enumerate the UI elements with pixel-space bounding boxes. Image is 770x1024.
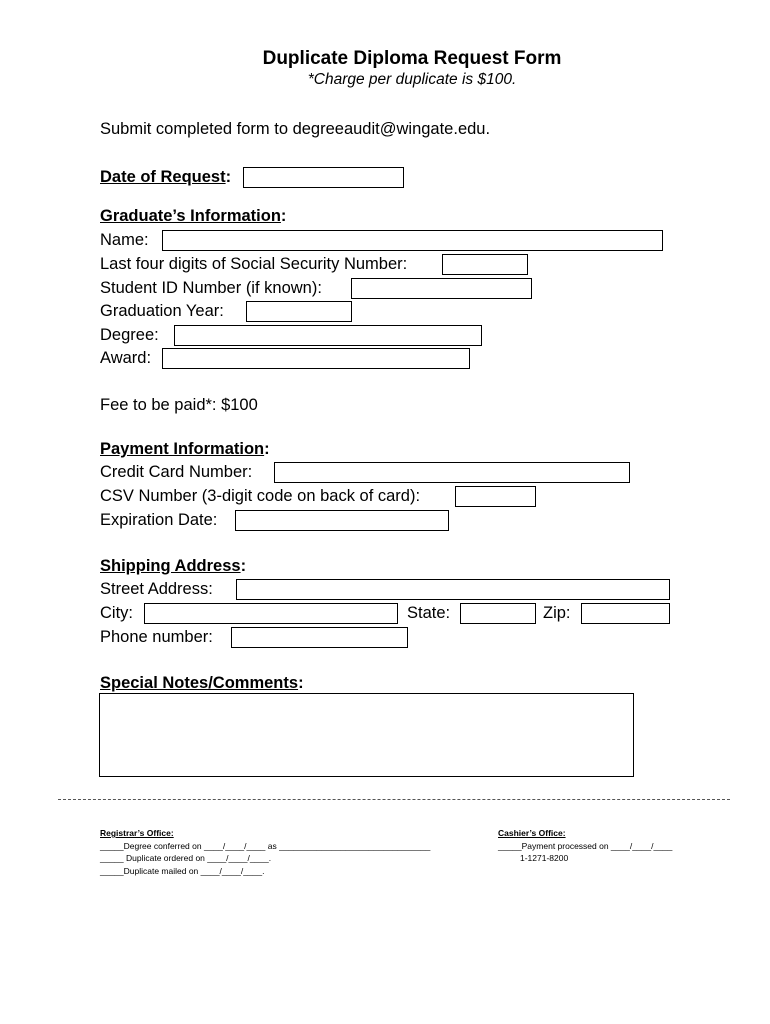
degree-field[interactable] <box>174 325 482 346</box>
form-subtitle: *Charge per duplicate is $100. <box>307 71 517 88</box>
date-of-request-label: Date of Request: <box>100 168 232 186</box>
zip-label: Zip: <box>543 604 571 622</box>
cashier-line-2: 1-1271-8200 <box>520 853 569 863</box>
award-label: Award: <box>100 349 152 367</box>
credit-card-label: Credit Card Number: <box>100 463 253 481</box>
fee-text: Fee to be paid*: $100 <box>100 396 258 414</box>
award-field[interactable] <box>162 348 470 369</box>
student-id-field[interactable] <box>351 278 532 299</box>
divider <box>58 799 730 800</box>
city-label: City: <box>100 604 133 622</box>
shipping-heading: Shipping Address: <box>100 557 247 575</box>
date-of-request-field[interactable] <box>243 167 404 188</box>
phone-field[interactable] <box>231 627 408 648</box>
street-label: Street Address: <box>100 580 213 598</box>
street-field[interactable] <box>236 579 670 600</box>
expiration-label: Expiration Date: <box>100 511 218 529</box>
registrar-line-1: _____Degree conferred on ____/____/____ as ________________________________ <box>100 841 431 851</box>
notes-textarea[interactable] <box>99 693 634 777</box>
graduate-info-heading: Graduate’s Information: <box>100 207 287 225</box>
submit-instructions: Submit completed form to degreeaudit@wingate.edu. <box>100 120 491 138</box>
student-id-label: Student ID Number (if known): <box>100 279 322 297</box>
name-label: Name: <box>100 231 149 249</box>
phone-label: Phone number: <box>100 628 213 646</box>
state-label: State: <box>407 604 451 622</box>
zip-field[interactable] <box>581 603 670 624</box>
cashier-line-1: _____Payment processed on ____/____/____ <box>498 841 673 851</box>
degree-label: Degree: <box>100 326 159 344</box>
expiration-field[interactable] <box>235 510 449 531</box>
payment-info-heading: Payment Information: <box>100 440 270 458</box>
registrar-line-3: _____Duplicate mailed on ____/____/____. <box>100 866 265 876</box>
cashier-heading: Cashier’s Office: <box>498 828 566 838</box>
ssn-label: Last four digits of Social Security Number: <box>100 255 408 273</box>
name-field[interactable] <box>162 230 663 251</box>
state-field[interactable] <box>460 603 536 624</box>
ssn-field[interactable] <box>442 254 528 275</box>
form-title: Duplicate Diploma Request Form <box>262 48 562 69</box>
grad-year-label: Graduation Year: <box>100 302 224 320</box>
csv-field[interactable] <box>455 486 536 507</box>
registrar-heading: Registrar’s Office: <box>100 828 174 838</box>
notes-heading: Special Notes/Comments: <box>100 674 304 692</box>
registrar-line-2: _____ Duplicate ordered on ____/____/____. <box>100 853 272 863</box>
csv-label: CSV Number (3-digit code on back of card): <box>100 487 421 505</box>
city-field[interactable] <box>144 603 398 624</box>
grad-year-field[interactable] <box>246 301 352 322</box>
credit-card-field[interactable] <box>274 462 630 483</box>
